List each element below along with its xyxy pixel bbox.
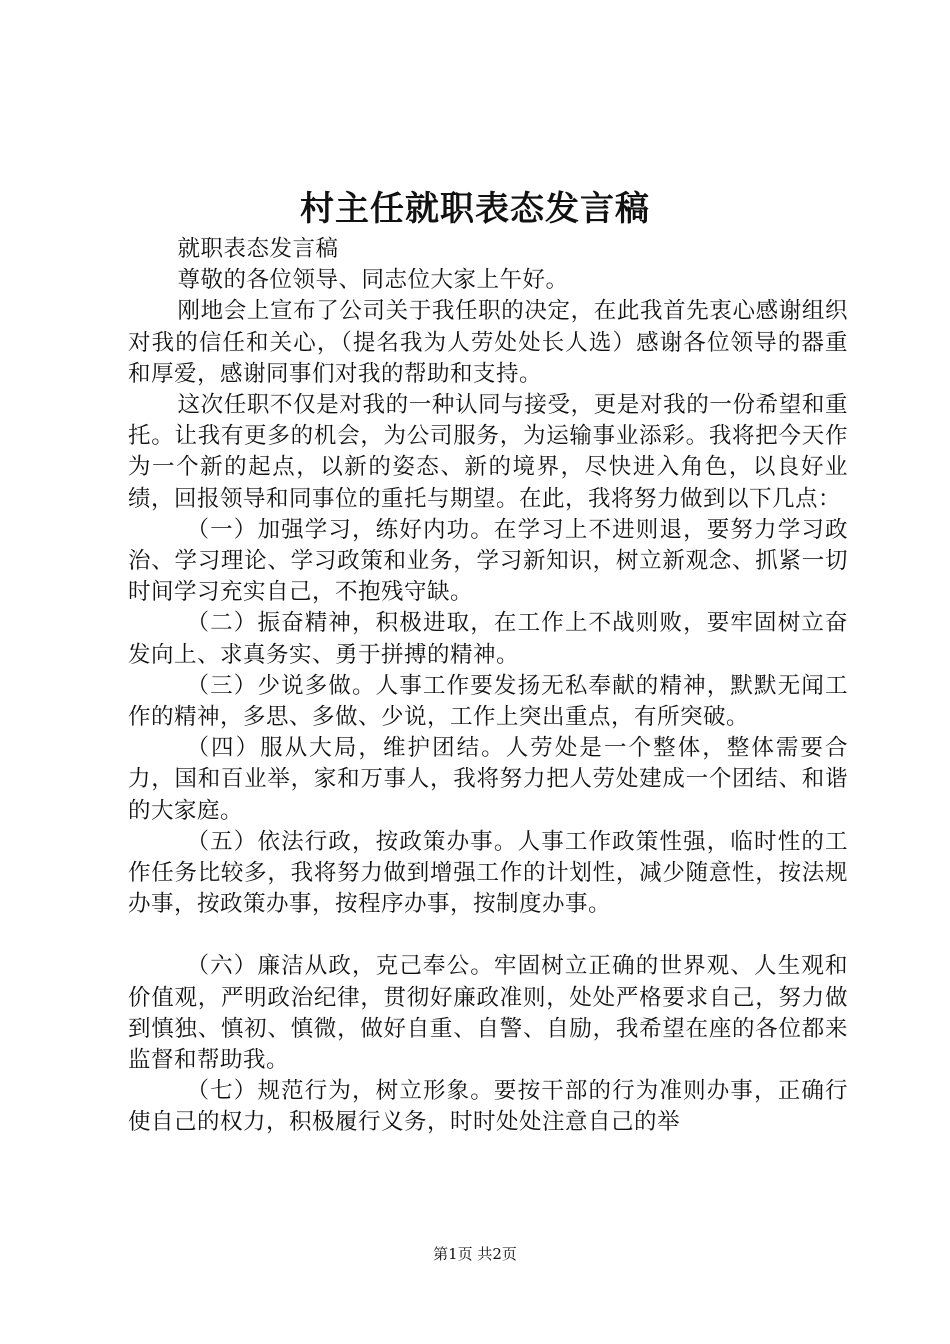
paragraph-heading: 就职表态发言稿: [177, 236, 339, 262]
paragraph-commitment: 这次任职不仅是对我的一种认同与接受，更是对我的一份希望和重托。让我有更多的机会，为公司服务，为运输事业添彩。我将把今天作为一个新的起点，以新的姿态、新的境界，尽快进入角色，以良好业绩，回报领导和同事位的重托与期望。在此，我将努力做到以下几点：: [128, 392, 848, 512]
paragraph-point-7: （七）规范行为，树立形象。要按干部的行为准则办事，正确行使自己的权力，积极履行义务，时时处处注意自己的举: [128, 1078, 848, 1136]
paragraph-point-6: （六）廉洁从政，克己奉公。牢固树立正确的世界观、人生观和价值观，严明政治纪律，贯彻好廉政准则，处处严格要求自己，努力做到慎独、慎初、慎微，做好自重、自警、自励，我希望在座的各位都来监督和帮助我。: [128, 953, 848, 1074]
paragraph-greeting: 尊敬的各位领导、同志位大家上午好。: [177, 267, 569, 294]
paragraph-thanks: 刚地会上宣布了公司关于我任职的决定，在此我首先衷心感谢组织对我的信任和关心，（提名我为人劳处处长人选）感谢各位领导的器重和厚爱，感谢同事们对我的帮助和支持。: [128, 298, 848, 387]
paragraph-point-3: （三）少说多做。人事工作要发扬无私奉献的精神，默默无闻工作的精神，多思、多做、少说，工作上突出重点，有所突破。: [128, 672, 848, 731]
document-title: 村主任就职表态发言稿: [300, 189, 650, 229]
paragraph-point-1: （一）加强学习，练好内功。在学习上不进则退，要努力学习政治、学习理论、学习政策和业务，学习新知识，树立新观念、抓紧一切时间学习充实自己，不抱残守缺。: [128, 516, 848, 606]
paragraph-point-2: （二）振奋精神，积极进取，在工作上不战则败，要牢固树立奋发向上、求真务实、勇于拼搏的精神。: [128, 610, 848, 668]
page-footer: 第1页 共2页: [433, 1245, 517, 1263]
paragraph-point-5: （五）依法行政，按政策办事。人事工作政策性强，临时性的工作任务比较多，我将努力做到增强工作的计划性，减少随意性，按法规办事，按政策办事，按程序办事，按制度办事。: [128, 828, 848, 918]
document-body: [128, 234, 848, 1139]
paragraph-point-4: （四）服从大局，维护团结。人劳处是一个整体，整体需要合力，国和百业举，家和万事人，我将努力把人劳处建成一个团结、和谐的大家庭。: [128, 735, 848, 824]
